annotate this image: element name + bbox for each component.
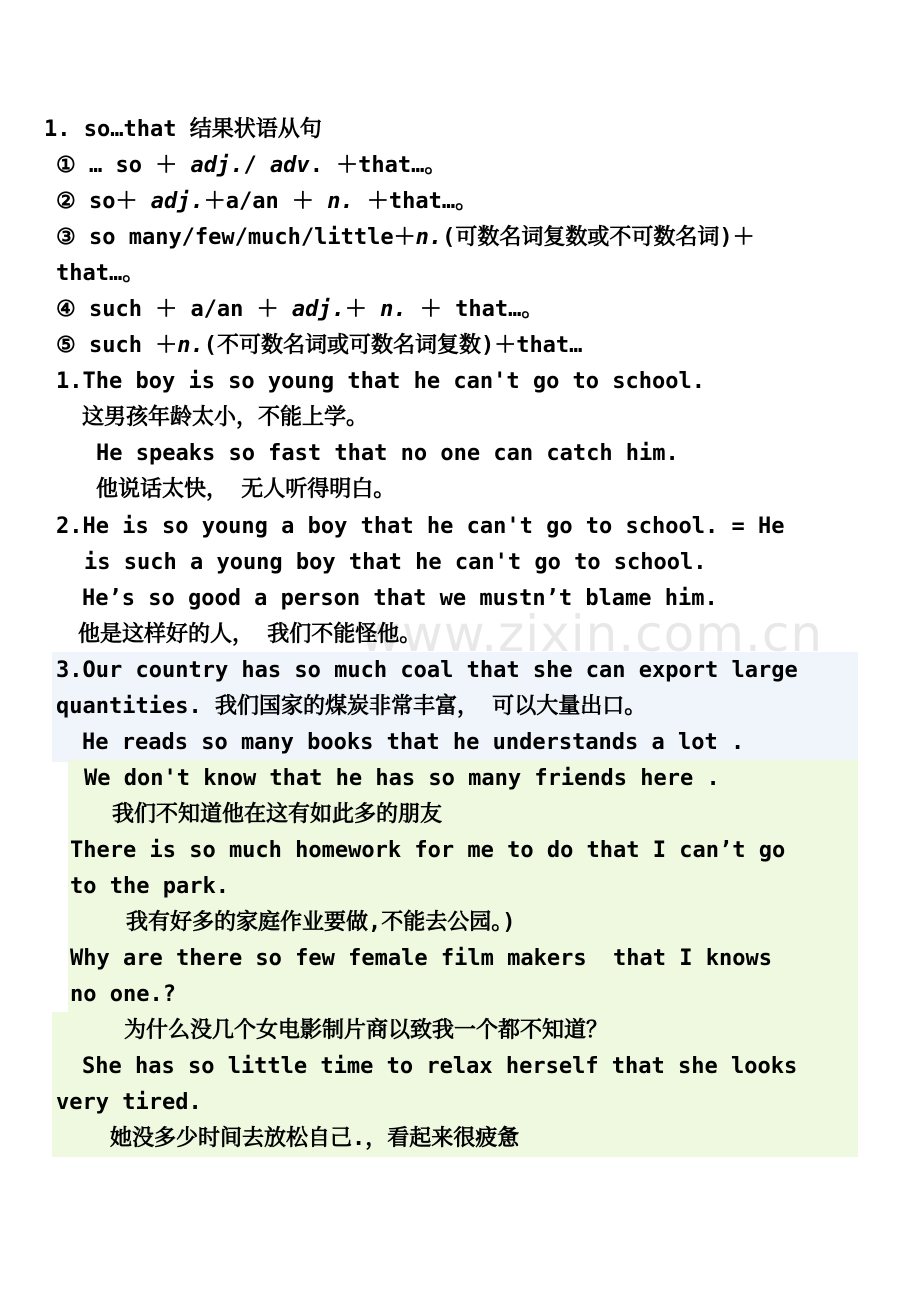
pattern-1: ① … so ＋ adj./ adv. ＋that…。 (56, 153, 447, 178)
example-3b-english: He reads so many books that he understands a lot . (82, 730, 745, 755)
example-1b-chinese: 他说话太快， 无人听得明白。 (96, 477, 396, 502)
example-3e-chinese: 为什么没几个女电影制片商以致我一个都不知道？ (124, 1018, 609, 1043)
example-3-english-line2: quantities. 我们国家的煤炭非常丰富， 可以大量出口。 (56, 694, 647, 719)
example-1b-english: He speaks so fast that no one can catch him. (96, 441, 679, 466)
example-3e-english-line2: no one.? (70, 982, 176, 1007)
example-3c-english: We don't know that he has so many friends here . (84, 766, 720, 791)
example-1-chinese: 这男孩年龄太小，不能上学。 (82, 405, 369, 430)
example-3c-chinese: 我们不知道他在这有如此多的朋友 (112, 802, 443, 827)
example-3d-chinese: 我有好多的家庭作业要做,不能去公园。) (126, 910, 516, 935)
pattern-4: ④ such ＋ a/an ＋ adj.＋ n. ＋ that…。 (56, 297, 544, 322)
example-3e-english-line1: Why are there so few female film makers that I knows (70, 946, 772, 971)
example-1-english: 1.The boy is so young that he can't go to school. (56, 369, 706, 394)
example-3f-english-line2: very tired. (56, 1090, 202, 1115)
example-3f-chinese: 她没多少时间去放松自己.，看起来很疲惫 (110, 1126, 520, 1151)
pattern-5: ⑤ such ＋n.(不可数名词或可数名词复数)＋that… (56, 333, 583, 358)
example-2-english-line2: is such a young boy that he can't go to school. (84, 550, 707, 575)
example-2b-english: He’s so good a person that we mustn’t blame him. (82, 586, 718, 611)
pattern-3: ③ so many/few/much/little＋n.(可数名词复数或不可数名词)＋ (56, 225, 755, 250)
example-3f-english-line1: She has so little time to relax herself that she looks (82, 1054, 798, 1079)
section-heading: 1. so…that 结果状语从句 (44, 117, 322, 142)
example-2-english-line1: 2.He is so young a boy that he can't go to school. = He (56, 514, 785, 539)
example-3-english-line1: 3.Our country has so much coal that she can export large (56, 658, 798, 683)
pattern-3-continued: that…。 (56, 261, 145, 286)
pattern-2: ② so＋ adj.＋a/an ＋ n. ＋that…。 (56, 189, 478, 214)
watermark: www.zixin.com.cn (360, 605, 824, 663)
example-2b-chinese: 他是这样好的人， 我们不能怪他。 (78, 622, 422, 647)
example-3d-english-line2: to the park. (70, 874, 229, 899)
example-3d-english-line1: There is so much homework for me to do that I can’t go (70, 838, 786, 863)
